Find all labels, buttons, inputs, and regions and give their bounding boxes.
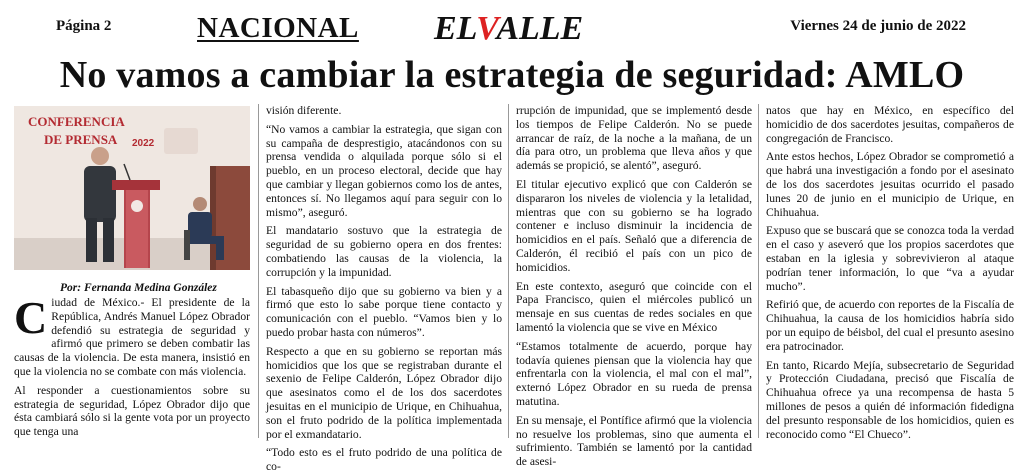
article-paragraph: natos que hay en México, en específico del homicidio de dos sacerdotes jesuitas, compañeros de congregación de Francisco. <box>766 104 1014 145</box>
press-conference-photo <box>14 106 250 270</box>
section-title: NACIONAL <box>197 12 359 44</box>
article-paragraph <box>14 292 250 379</box>
article-paragraph: El titular ejecutivo explicó que con Calderón se dispararon los niveles de violencia y la letalidad, mientras que con su gobierno se ha logrado contener e incluso disminuir la incidencia de homicidios en el país. Señaló que a diferencia de Calderón, él recibió el país con un pico de homicidios. <box>516 177 752 274</box>
press-conference-illustration <box>14 106 250 270</box>
column-divider <box>508 104 509 438</box>
article-paragraph: En tanto, Ricardo Mejía, subsecretario de Seguridad y Protección Ciudadana, precisó que Fiscalía de Chihuahua ofrece ya una recompensa de hasta 5 millones de pesos a quién dé información fidedigna del presunto responsable de los homicidios, quien es reconocido como “El Chueco”. <box>766 358 1014 441</box>
article-column-3 <box>516 104 752 469</box>
banner-line-1: CONFERENCIA <box>28 114 125 129</box>
article-paragraph: “No vamos a cambiar la estrategia, que sigan con su campaña de desprestigio, atacándonos con su prensa vendida o alquilada porque sólo si el pueblo, en un proceso electoral, decide que hay que cambiar y llegan gobiernos como los de antes, entonces sí. No llegamos aquí para seguir con lo mismo”, aseguró. <box>266 122 502 219</box>
article-paragraph: El tabasqueño dijo que su gobierno va bien y a firmó que esto lo sabe porque tiene contacto y comunicación con el pueblo. “Vamos bien y lo puedo probar hasta con números”. <box>266 284 502 339</box>
article-paragraph: En este contexto, aseguró que coincide con el Papa Francisco, quien el miércoles publicó un mensaje en sus cuentas de redes sociales en que lamentó la violencia que se vive en México <box>516 279 752 334</box>
banner-line-2: DE PRENSA <box>44 132 118 147</box>
article-paragraph: “Estamos totalmente de acuerdo, porque hay todavía quienes piensan que la violencia hay que enfrentarla con la violencia, el mal con el mal”, externó López Obrador en su rueda de prensa matutina. <box>516 339 752 408</box>
article-column-2 <box>266 104 502 474</box>
article-paragraph: Ante estos hechos, López Obrador se comprometió a que habrá una investigación a fondo por el asesinato de los dos sacerdotes jesuitas ocurrido el pasado lunes 20 de junio en el municipio de Urique, en Chihuahua. <box>766 150 1014 219</box>
article-column-4 <box>766 104 1014 443</box>
article-column-1 <box>14 292 250 442</box>
article-paragraph: Al responder a cuestionamientos sobre su estrategia de seguridad, López Obrador dijo que ésta cambiará sólo si la gente vota por un proyecto que tenga una <box>14 383 250 439</box>
column-divider <box>258 104 259 438</box>
logo-part-left: EL <box>434 10 477 47</box>
drop-cap: C <box>14 292 48 343</box>
article-paragraph: El mandatario sostuvo que la estrategia de seguridad de su gobierno opera en dos frentes: combatiendo las causas de la violencia, la corrupción y la impunidad. <box>266 224 502 279</box>
article-paragraph: visión diferente. <box>266 104 342 117</box>
emblem <box>164 128 198 154</box>
banner-year: 2022 <box>132 138 155 149</box>
article-paragraph: Refirió que, de acuerdo con reportes de la Fiscalía de Chihuahua, la causa de los homicidios habría sido por un equipo de béisbol, del cual el presunto asesino era patrocinador. <box>766 298 1014 353</box>
page-number: Página 2 <box>56 18 112 34</box>
paragraph-text: iudad de México.- El presidente de la República, Andrés Manuel López Obrador defendió su estrategia de seguridad y afirmó que primero se deben combatir las causas de la violencia. De esta manera, insistió en que la violencia no se combate con más violencia. <box>14 296 250 378</box>
article-paragraph: En su mensaje, el Pontífice afirmó que la violencia no resuelve los problemas, sino que aumenta el sufrimiento. También se lamentó por la cantidad de asesi- <box>516 413 752 469</box>
masthead <box>0 0 1024 52</box>
issue-date: Viernes 24 de junio de 2022 <box>790 18 966 34</box>
article-paragraph: “Todo esto es el fruto podrido de una política de co- <box>266 446 502 474</box>
newspaper-logo <box>434 10 583 48</box>
headline: No vamos a cambiar la estrategia de seguridad: AMLO <box>59 54 965 96</box>
article-paragraph: Expuso que se buscará que se conozca toda la verdad en el caso y aseveró que los propios sacerdotes que estaban en la iglesia y sobrevivieron al ataque podrían tener información, lo que “va a ayudar mucho”. <box>766 224 1014 293</box>
byline: Por: Fernanda Medina González <box>60 282 217 294</box>
logo-part-right: ALLE <box>496 10 584 47</box>
article-paragraph: Respecto a que en su gobierno se reportan más homicidios que los que se registraban durante el sexenio de Felipe Calderón, López Obrador dijo que asesinatos como el de los dos sacerdotes jesuitas en el municipio de Urique, en Chihuahua, son el fruto podrido de la política implementada por el exmandatario. <box>266 344 502 441</box>
logo-part-accent: V <box>476 10 497 47</box>
article-paragraph: rrupción de impunidad, que se implementó desde los tiempos de Felipe Calderón. No se puede arrancar de raíz, de la noche a la mañana, de un día para otro, un problema que lleva años y que además se propició, se alentó”, aseguró. <box>516 104 752 173</box>
column-divider <box>758 104 759 438</box>
